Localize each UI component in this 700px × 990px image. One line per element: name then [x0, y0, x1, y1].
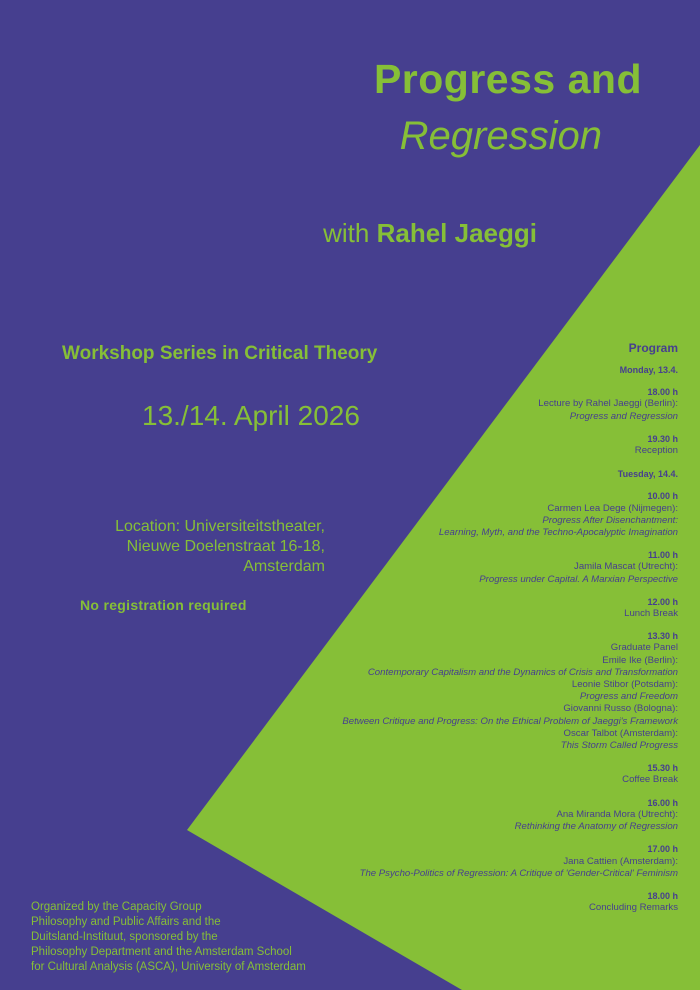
program-talk-title: Progress and Regression [569, 410, 678, 422]
program-speaker-line: Emile Ike (Berlin): [602, 654, 678, 666]
program-speaker-line: Reception [634, 445, 678, 457]
series-title: Workshop Series in Critical Theory [62, 343, 378, 364]
program-day-label: Monday, 13.4. [619, 365, 678, 375]
program-slot-time: 13.30 h [647, 631, 678, 642]
program-slot [208, 596, 678, 620]
program-talk-title: Progress and Freedom [579, 691, 678, 703]
program-slot-time: 12.00 h [647, 596, 678, 607]
program-slot-time: 11.00 h [647, 550, 678, 561]
program-slot-time: 17.00 h [647, 844, 678, 855]
program-talk-title: Rethinking the Anatomy of Regression [514, 821, 678, 833]
program-days [208, 364, 678, 914]
program-slot [208, 490, 678, 539]
program-schedule [208, 341, 678, 914]
program-slot-time: 18.00 h [647, 890, 678, 901]
program-slot [208, 797, 678, 834]
program-talk-title: Progress After Disenchantment: [542, 514, 678, 526]
speaker-line [0, 218, 537, 249]
program-talk-title: The Psycho-Politics of Regression: A Critique of 'Gender-Critical' Feminism [359, 867, 678, 879]
program-slot-time: 16.00 h [647, 797, 678, 808]
program-speaker-line: Coffee Break [622, 774, 678, 786]
organizers-line: for Cultural Analysis (ASCA), University of Amsterdam [31, 961, 306, 973]
program-slot [208, 762, 678, 786]
program-speaker-line: Lecture by Rahel Jaeggi (Berlin): [538, 398, 678, 410]
speaker-name: Rahel Jaeggi [376, 218, 537, 248]
program-speaker-line: Leonie Stibor (Potsdam): [571, 679, 678, 691]
location-line: Location: Universiteitstheater, [115, 518, 325, 535]
program-day-label: Tuesday, 14.4. [617, 469, 678, 480]
program-talk-title: Learning, Myth, and the Techno-Apocalyptic Imagination [438, 527, 678, 539]
program-talk-title: Progress under Capital. A Marxian Perspective [479, 573, 678, 585]
program-slot [208, 386, 678, 423]
program-heading: Program [628, 341, 678, 355]
program-speaker-line: Giovanni Russo (Bologna): [563, 703, 678, 715]
program-speaker-line: Concluding Remarks [588, 902, 678, 914]
speaker-prefix: with [323, 218, 370, 248]
program-slot [208, 843, 678, 880]
program-slot [208, 433, 678, 457]
program-speaker-line: Lunch Break [624, 608, 678, 620]
event-dates: 13./14. April 2026 [142, 400, 360, 431]
organizers-line: Philosophy Department and the Amsterdam School [31, 946, 292, 958]
location-line: Amsterdam [243, 558, 325, 575]
organizers-line: Philosophy and Public Affairs and the [31, 916, 221, 928]
organizers-line: Organized by the Capacity Group [31, 901, 202, 913]
program-slot-time: 18.00 h [647, 387, 678, 398]
program-talk-title: This Storm Called Progress [560, 740, 678, 752]
program-slot [208, 549, 678, 586]
title-line-2: Regression [399, 114, 602, 158]
location-line: Nieuwe Doelenstraat 16-18, [126, 538, 325, 555]
program-talk-title: Between Critique and Progress: On the Ethical Problem of Jaeggi's Framework [342, 715, 678, 727]
program-slot [208, 630, 678, 752]
program-talk-title: Contemporary Capitalism and the Dynamics of Crisis and Transformation [367, 666, 678, 678]
program-slot [208, 890, 678, 914]
title-line-1: Progress and [373, 56, 642, 102]
registration-note: No registration required [80, 597, 247, 613]
program-speaker-line: Jana Cattien (Amsterdam): [563, 855, 678, 867]
organizers-line: Duitsland-Instituut, sponsored by the [31, 931, 218, 943]
program-speaker-line: Ana Miranda Mora (Utrecht): [556, 808, 678, 820]
program-slot-time: 15.30 h [647, 763, 678, 774]
program-speaker-line: Oscar Talbot (Amsterdam): [563, 727, 678, 739]
program-slot-time: 19.30 h [647, 433, 678, 444]
program-speaker-line: Jamila Mascat (Utrecht): [574, 561, 678, 573]
program-speaker-line: Graduate Panel [610, 642, 678, 654]
program-slot-time: 10.00 h [647, 491, 678, 502]
program-speaker-line: Carmen Lea Dege (Nijmegen): [547, 502, 678, 514]
